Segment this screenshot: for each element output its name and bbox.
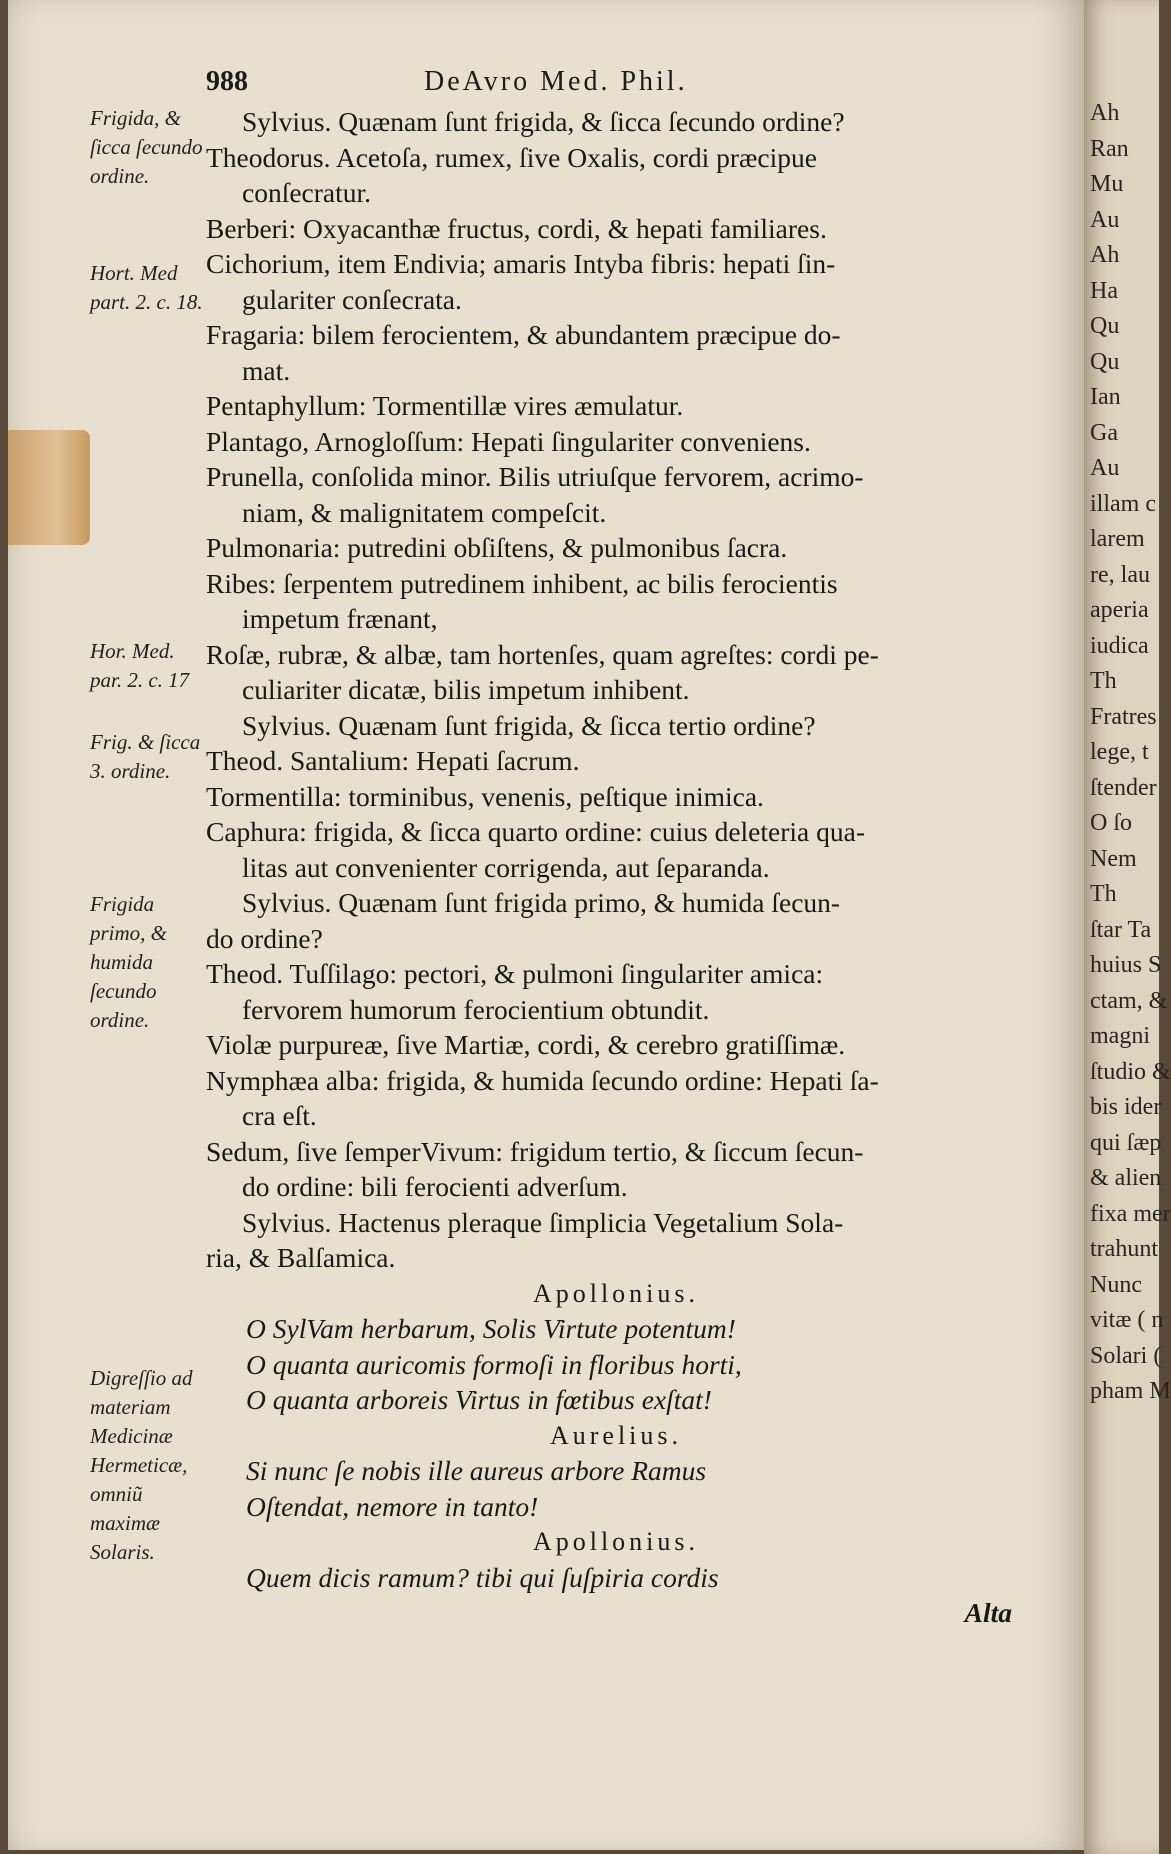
text-line: do ordine? (206, 922, 323, 954)
text-line: Roſæ, rubræ, & albæ, tam hortenſes, quam agreſtes: cordi pe- (206, 638, 879, 670)
fragment-line: Ah (1090, 242, 1120, 268)
fragment-line: Au (1090, 455, 1120, 481)
text-line: Sylvius. Quænam ſunt frigida primo, & humida ſecun- (242, 887, 841, 918)
text-line: Prunella, conſolida minor. Bilis utriuſque fervorem, acrimo- (206, 461, 864, 492)
margin-note: Hor. Med. par. 2. c. 17 (90, 639, 190, 692)
text-line: do ordine: bili ferocienti adverſum. (242, 1171, 628, 1202)
fragment-line: Solari ( (1090, 1342, 1162, 1369)
running-title: DeAvro Med. Phil. (424, 66, 688, 97)
page-header (206, 66, 1046, 106)
fragment-line: aperia (1090, 597, 1149, 623)
fragment-line: lege, t (1090, 739, 1149, 765)
fragment-line: Qu (1090, 348, 1120, 375)
fragment-line: O ſo (1090, 810, 1132, 836)
text-line: Theodorus. Acetoſa, rumex, ſive Oxalis, cordi præcipue (206, 141, 817, 173)
fragment-line: ſtender (1090, 774, 1157, 801)
verse-line: Si nunc ſe nobis ille aureus arbore Ramus (246, 1455, 707, 1486)
text-line: culiariter dicatæ, bilis impetum inhibent. (242, 674, 690, 705)
fragment-line: qui ſæp (1090, 1129, 1162, 1156)
speaker-heading: Aurelius. (549, 1420, 683, 1450)
fragment-line: Ian (1090, 384, 1121, 410)
text-line: gulariter conſecrata. (242, 283, 462, 315)
text-line: Sedum, ſive ſemperVivum: frigidum tertio, & ſiccum ſecun- (206, 1135, 864, 1167)
page-number: 988 (206, 66, 248, 97)
adjacent-page-text (1084, 0, 1171, 1410)
text-line: Fragaria: bilem ferocientem, & abundantem præcipue do- (206, 319, 841, 350)
fragment-line: re, lau (1090, 561, 1150, 588)
verse-line: Oſtendat, nemore in tanto! (246, 1490, 539, 1522)
text-line: Sylvius. Hactenus pleraque ſimplicia Vegetalium Sola- (242, 1206, 844, 1238)
main-text (206, 104, 1026, 1631)
fragment-line: Au (1090, 206, 1120, 233)
verse-line: O SylVam herbarum, Solis Virtute potentum! (246, 1313, 736, 1344)
text-line: Ribes: ſerpentem putredinem inhibent, ac bilis ferocientis (206, 567, 838, 599)
text-line: fervorem humorum ferocientium obtundit. (242, 993, 710, 1025)
speaker-heading: Apollonius. (532, 1278, 700, 1308)
margin-note: Frigida, & ſicca ſecundo ordine. (90, 106, 203, 188)
margin-note: Hort. Med part. 2. c. 18. (90, 261, 203, 314)
fragment-line: ctam, & (1090, 987, 1168, 1014)
fragment-line: Ga (1090, 419, 1118, 446)
fragment-line: Nem (1090, 845, 1137, 872)
text-line: conſecratur. (242, 177, 372, 208)
fragment-line: vitæ ( n (1090, 1307, 1164, 1333)
margin-note: Frig. & ſicca 3. ordine. (90, 730, 201, 783)
catchword: Alta (964, 1597, 1012, 1628)
fragment-line: & alien (1090, 1165, 1162, 1191)
text-line: Caphura: frigida, & ſicca quarto ordine: cuius deleteria qua- (206, 816, 865, 847)
text-line: niam, & malignitatem compeſcit. (242, 496, 607, 528)
text-line: ria, & Balſamica. (206, 1242, 396, 1273)
text-line: Cichorium, item Endivia; amaris Intyba fibris: hepati ſin- (206, 248, 836, 279)
fragment-line: Ran (1090, 135, 1129, 162)
fragment-line: trahunt (1090, 1236, 1158, 1262)
fragment-line: fixa mer (1090, 1200, 1171, 1227)
verse-line: O quanta auricomis formoſi in floribus horti, (246, 1348, 742, 1380)
text-line: Pentaphyllum: Tormentillæ vires æmulatur. (206, 390, 684, 421)
text-line: Theod. Santalium: Hepati ſacrum. (206, 745, 580, 776)
speaker-heading: Apollonius. (532, 1527, 700, 1556)
fragment-line: Mu (1090, 171, 1124, 197)
fragment-line: bis ider (1090, 1094, 1162, 1120)
fragment-line: ſtudio & (1090, 1058, 1171, 1085)
book-page (8, 0, 1084, 1850)
text-line: cra eſt. (242, 1100, 317, 1131)
fragment-line: pham M (1090, 1378, 1171, 1404)
text-line: Theod. Tuſſilago: pectori, & pulmoni ſingulariter amica: (206, 958, 824, 989)
fragment-line: huius S (1090, 952, 1162, 978)
verse-line: Quem dicis ramum? tibi qui ſuſpiria cordis (246, 1561, 719, 1593)
fragment-line: Nunc (1090, 1271, 1142, 1298)
text-line: Sylvius. Quænam ſunt frigida, & ſicca tertio ordine? (242, 709, 816, 741)
margin-note: Frigida primo, & humida ſecundo ordine. (90, 892, 168, 1032)
fragment-line: larem (1090, 526, 1145, 552)
text-line: Tormentilla: torminibus, venenis, peſtique inimica. (206, 780, 764, 812)
text-line: Plantago, Arnogloſſum: Hepati ſingulariter conveniens. (206, 425, 811, 457)
text-line: Berberi: Oxyacanthæ fructus, cordi, & hepati familiares. (206, 212, 827, 244)
fragment-line: Qu (1090, 313, 1120, 339)
fragment-line: Th (1090, 881, 1117, 907)
text-line: Violæ purpureæ, ſive Martiæ, cordi, & cerebro gratiſſimæ. (206, 1029, 846, 1060)
fragment-line: magni (1090, 1023, 1150, 1049)
fragment-line: illam c (1090, 490, 1156, 517)
fragment-line: Th (1090, 668, 1117, 694)
text-line: impetum frænant, (242, 603, 438, 634)
text-line: mat. (242, 354, 291, 386)
text-line: Sylvius. Quænam ſunt frigida, & ſicca ſecundo ordine? (242, 106, 845, 137)
text-line: litas aut convenienter corrigenda, aut ſeparanda. (242, 851, 770, 883)
fragment-line: ſtar Ta (1090, 916, 1152, 943)
fragment-line: Ah (1090, 100, 1120, 126)
bookmark-tab (8, 430, 90, 545)
text-line: Pulmonaria: putredini obſiſtens, & pulmonibus ſacra. (206, 532, 788, 563)
fragment-line: Ha (1090, 277, 1118, 304)
verse-line: O quanta arboreis Virtus in fœtibus exſtat! (246, 1384, 712, 1415)
adjacent-page-edge (1084, 0, 1171, 1854)
margin-note: Digreſſio ad materiam Medicinæ Hermeticæ, omniũ maximæ Solaris. (90, 1366, 193, 1564)
text-line: Nymphæa alba: frigida, & humida ſecundo ordine: Hepati ſa- (206, 1064, 879, 1096)
fragment-line: Fratres (1090, 703, 1157, 730)
fragment-line: iudica (1090, 632, 1149, 659)
